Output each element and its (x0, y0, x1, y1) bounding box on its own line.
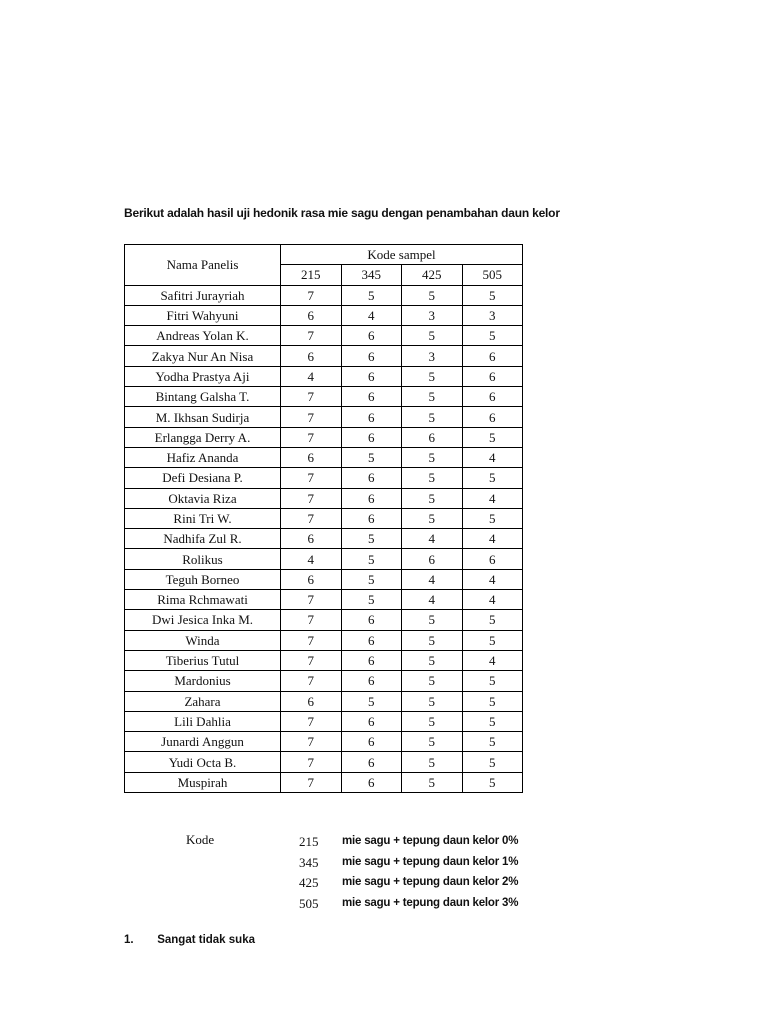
table-row (125, 407, 523, 427)
panelist-name-cell: Fitri Wahyuni (125, 305, 281, 325)
score-cell: 4 (462, 569, 523, 589)
score-cell: 5 (462, 630, 523, 650)
score-cell: 6 (281, 529, 342, 549)
panelist-name-cell: Junardi Anggun (125, 732, 281, 752)
score-cell: 6 (462, 549, 523, 569)
score-cell: 6 (341, 366, 402, 386)
score-cell: 6 (341, 732, 402, 752)
panelist-name-cell: Rolikus (125, 549, 281, 569)
score-cell: 6 (341, 630, 402, 650)
score-cell: 7 (281, 711, 342, 731)
panelist-name-cell: Bintang Galsha T. (125, 387, 281, 407)
header-code-505: 505 (462, 265, 523, 285)
table-body (125, 285, 523, 792)
score-cell: 4 (402, 590, 463, 610)
table-row (125, 772, 523, 792)
score-cell: 7 (281, 407, 342, 427)
score-cell: 6 (341, 488, 402, 508)
score-cell: 4 (281, 366, 342, 386)
score-cell: 6 (281, 346, 342, 366)
score-cell: 6 (341, 407, 402, 427)
score-cell: 5 (341, 569, 402, 589)
score-cell: 7 (281, 488, 342, 508)
table-row (125, 569, 523, 589)
score-cell: 5 (402, 650, 463, 670)
score-cell: 6 (341, 427, 402, 447)
table-row (125, 650, 523, 670)
intro-text: Berikut adalah hasil uji hedonik rasa mie sagu dengan penambahan daun kelor (124, 206, 560, 220)
score-cell: 5 (462, 691, 523, 711)
score-cell: 5 (402, 772, 463, 792)
score-cell: 5 (462, 326, 523, 346)
table-row (125, 427, 523, 447)
table-row (125, 752, 523, 772)
score-cell: 7 (281, 468, 342, 488)
score-cell: 5 (341, 590, 402, 610)
score-cell: 5 (402, 488, 463, 508)
legend-code: 505 (299, 896, 319, 911)
score-cell: 4 (402, 529, 463, 549)
score-cell: 4 (462, 529, 523, 549)
score-cell: 5 (402, 732, 463, 752)
score-cell: 7 (281, 387, 342, 407)
score-cell: 5 (462, 711, 523, 731)
table-row (125, 691, 523, 711)
score-cell: 5 (462, 468, 523, 488)
score-cell: 6 (281, 447, 342, 467)
score-cell: 4 (462, 590, 523, 610)
legend-description: mie sagu + tepung daun kelor 0% (342, 835, 519, 847)
score-cell: 7 (281, 427, 342, 447)
table-row (125, 549, 523, 569)
panelist-name-cell: Yodha Prastya Aji (125, 366, 281, 386)
score-cell: 5 (402, 285, 463, 305)
score-cell: 5 (402, 407, 463, 427)
score-cell: 5 (402, 366, 463, 386)
score-cell: 3 (402, 305, 463, 325)
legend-code: 215 (299, 834, 319, 849)
score-cell: 6 (281, 305, 342, 325)
score-cell: 4 (462, 447, 523, 467)
table-row (125, 711, 523, 731)
score-cell: 6 (341, 508, 402, 528)
score-cell: 6 (341, 711, 402, 731)
score-cell: 3 (462, 305, 523, 325)
score-cell: 5 (462, 772, 523, 792)
score-cell: 5 (402, 671, 463, 691)
panelist-name-cell: Zahara (125, 691, 281, 711)
panelist-name-cell: Oktavia Riza (125, 488, 281, 508)
panelist-name-cell: Rima Rchmawati (125, 590, 281, 610)
score-cell: 7 (281, 752, 342, 772)
table-row (125, 468, 523, 488)
score-cell: 5 (462, 752, 523, 772)
score-cell: 6 (462, 346, 523, 366)
score-cell: 6 (402, 427, 463, 447)
score-cell: 5 (341, 447, 402, 467)
score-cell: 7 (281, 732, 342, 752)
scale-item (124, 934, 255, 946)
score-cell: 6 (341, 610, 402, 630)
score-cell: 3 (402, 346, 463, 366)
score-cell: 5 (462, 610, 523, 630)
score-cell: 5 (402, 326, 463, 346)
score-cell: 6 (341, 772, 402, 792)
panelist-name-cell: Winda (125, 630, 281, 650)
score-cell: 5 (341, 285, 402, 305)
score-cell: 6 (341, 346, 402, 366)
panelist-name-cell: Rini Tri W. (125, 508, 281, 528)
score-cell: 5 (402, 468, 463, 488)
score-cell: 5 (402, 630, 463, 650)
score-cell: 6 (341, 468, 402, 488)
score-cell: 5 (341, 549, 402, 569)
score-cell: 7 (281, 772, 342, 792)
table-row (125, 346, 523, 366)
score-cell: 4 (462, 488, 523, 508)
score-cell: 6 (462, 366, 523, 386)
panelist-name-cell: Muspirah (125, 772, 281, 792)
table-row (125, 305, 523, 325)
panelist-name-cell: Erlangga Derry A. (125, 427, 281, 447)
legend-label: Kode (186, 832, 215, 847)
table-row (125, 326, 523, 346)
panelist-name-cell: Lili Dahlia (125, 711, 281, 731)
legend-description: mie sagu + tepung daun kelor 2% (342, 876, 519, 888)
table-row (125, 285, 523, 305)
table-row (125, 590, 523, 610)
score-cell: 7 (281, 610, 342, 630)
score-cell: 7 (281, 671, 342, 691)
score-cell: 6 (402, 549, 463, 569)
score-cell: 7 (281, 508, 342, 528)
score-cell: 5 (462, 671, 523, 691)
score-cell: 6 (341, 387, 402, 407)
table-row (125, 488, 523, 508)
panelist-name-cell: M. Ikhsan Sudirja (125, 407, 281, 427)
header-panelist-name: Nama Panelis (125, 245, 281, 286)
score-cell: 6 (462, 387, 523, 407)
table-row (125, 529, 523, 549)
score-cell: 5 (462, 285, 523, 305)
table-row (125, 732, 523, 752)
score-cell: 5 (462, 508, 523, 528)
table-row (125, 387, 523, 407)
score-cell: 6 (341, 752, 402, 772)
scale-item-number: 1. (124, 934, 134, 946)
header-code-215: 215 (281, 265, 342, 285)
panelist-name-cell: Mardonius (125, 671, 281, 691)
panelist-name-cell: Hafiz Ananda (125, 447, 281, 467)
score-cell: 5 (402, 752, 463, 772)
score-cell: 4 (402, 569, 463, 589)
score-cell: 7 (281, 326, 342, 346)
score-cell: 5 (402, 387, 463, 407)
legend-code: 425 (299, 875, 319, 890)
score-cell: 6 (462, 407, 523, 427)
score-cell: 4 (462, 650, 523, 670)
panelist-name-cell: Defi Desiana P. (125, 468, 281, 488)
table-row (125, 447, 523, 467)
panelist-name-cell: Tiberius Tutul (125, 650, 281, 670)
score-cell: 7 (281, 285, 342, 305)
header-sample-code: Kode sampel (281, 245, 523, 265)
panelist-name-cell: Nadhifa Zul R. (125, 529, 281, 549)
score-cell: 5 (462, 732, 523, 752)
score-cell: 6 (281, 569, 342, 589)
table-row (125, 610, 523, 630)
panelist-name-cell: Dwi Jesica Inka M. (125, 610, 281, 630)
hedonic-table (124, 244, 523, 793)
score-cell: 5 (402, 691, 463, 711)
table-row (125, 508, 523, 528)
panelist-name-cell: Andreas Yolan K. (125, 326, 281, 346)
score-cell: 5 (402, 711, 463, 731)
score-cell: 5 (402, 447, 463, 467)
scale-item-label: Sangat tidak suka (157, 934, 255, 946)
score-cell: 5 (402, 610, 463, 630)
score-cell: 5 (341, 529, 402, 549)
score-cell: 5 (341, 691, 402, 711)
panelist-name-cell: Zakya Nur An Nisa (125, 346, 281, 366)
score-cell: 5 (402, 508, 463, 528)
score-cell: 5 (462, 427, 523, 447)
score-cell: 4 (281, 549, 342, 569)
header-code-425: 425 (402, 265, 463, 285)
panelist-name-cell: Teguh Borneo (125, 569, 281, 589)
score-cell: 4 (341, 305, 402, 325)
score-cell: 7 (281, 650, 342, 670)
score-cell: 7 (281, 590, 342, 610)
panelist-name-cell: Safitri Jurayriah (125, 285, 281, 305)
panelist-name-cell: Yudi Octa B. (125, 752, 281, 772)
score-cell: 6 (281, 691, 342, 711)
score-cell: 6 (341, 326, 402, 346)
table-row (125, 630, 523, 650)
legend-description: mie sagu + tepung daun kelor 1% (342, 856, 519, 868)
score-cell: 7 (281, 630, 342, 650)
table-header (125, 245, 523, 286)
header-code-345: 345 (341, 265, 402, 285)
legend-description: mie sagu + tepung daun kelor 3% (342, 897, 519, 909)
legend-code: 345 (299, 855, 319, 870)
table-row (125, 366, 523, 386)
score-cell: 6 (341, 671, 402, 691)
score-cell: 6 (341, 650, 402, 670)
table-row (125, 671, 523, 691)
